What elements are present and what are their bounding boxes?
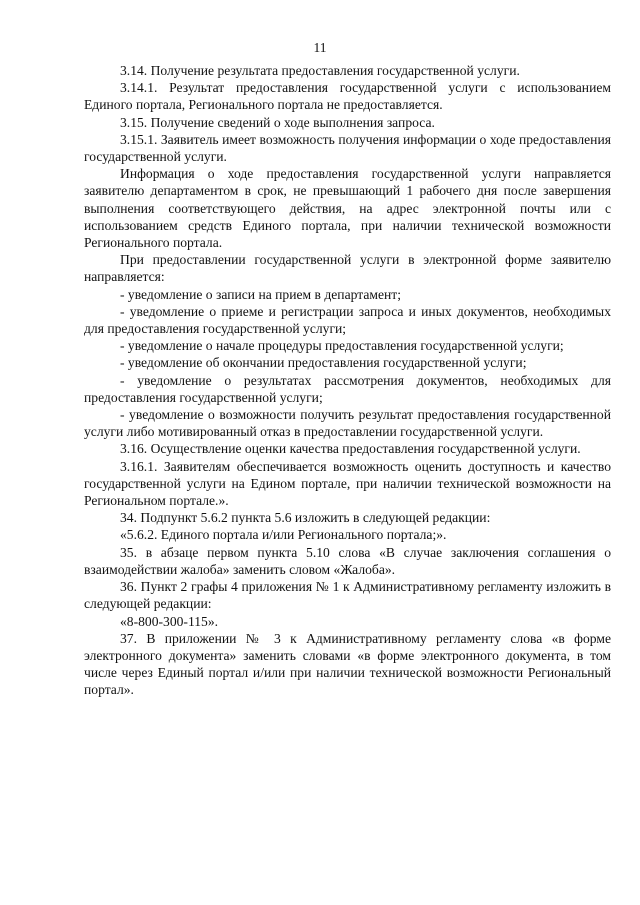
paragraph-3-15: 3.15. Получение сведений о ходе выполнения запроса. xyxy=(120,114,435,130)
paragraph-5-6-2-quote: «5.6.2. Единого портала и/или Регионального портала;». xyxy=(120,527,447,543)
paragraph-3-14-1: 3.14.1. Результат предоставления государственной услуги с использованием Единого портала, Регионального портала не предоставляется. xyxy=(84,80,611,113)
paragraph-3-16-1: 3.16.1. Заявителям обеспечивается возможность оценить доступность и качество государственной услуги на Едином портале, при наличии технической возможности на Региональном портале.». xyxy=(84,458,611,509)
paragraph-36: 36. Пункт 2 графы 4 приложения № 1 к Административному регламенту изложить в следующей редакции: xyxy=(84,579,611,612)
list-item-notification: - уведомление о возможности получить результат предоставления государственной услуги либо мотивированный отказ в предоставлении государственной услуги. xyxy=(84,407,611,440)
document-body xyxy=(84,62,611,699)
list-item-notification: - уведомление об окончании предоставления государственной услуги; xyxy=(120,355,527,371)
paragraph-37: 37. В приложении № 3 к Административному регламенту слова «в форме электронного документа» заменить словами «в форме электронного документа, в том числе через Единый портал и/или при наличии технической возможности Региональный портал». xyxy=(84,630,611,698)
paragraph-3-14: 3.14. Получение результата предоставления государственной услуги. xyxy=(120,63,520,78)
list-item-notification: - уведомление о приеме и регистрации запроса и иных документов, необходимых для предоставления государственной услуги; xyxy=(84,303,611,337)
paragraph-3-16: 3.16. Осуществление оценки качества предоставления государственной услуги. xyxy=(120,441,581,457)
paragraph-34: 34. Подпункт 5.6.2 пункта 5.6 изложить в следующей редакции: xyxy=(120,510,491,526)
list-item-notification: - уведомление о записи на прием в департамент; xyxy=(120,286,401,302)
paragraph-3-15-1: 3.15.1. Заявитель имеет возможность получения информации о ходе предоставления государственной услуги. xyxy=(84,131,611,165)
list-item-notification: - уведомление о начале процедуры предоставления государственной услуги; xyxy=(120,338,564,354)
paragraph-phone-quote: «8-800-300-115». xyxy=(120,613,219,629)
paragraph-notifications-intro: При предоставлении государственной услуги в электронной форме заявителю направляется: xyxy=(84,252,611,285)
paragraph-35: 35. в абзаце первом пункта 5.10 слова «В случае заключения соглашения о взаимодействии жалоба» заменить словом «Жалоба». xyxy=(84,544,611,577)
page-number: 11 xyxy=(313,40,327,55)
paragraph-progress-info: Информация о ходе предоставления государственной услуги направляется заявителю департаментом в срок, не превышающий 1 рабочего дня после завершения выполнения соответствующего действия, на адрес электронной почты или с использованием средств Единого портала, при наличии технической возможности Регионального портала. xyxy=(84,166,611,251)
list-item-notification: - уведомление о результатах рассмотрения документов, необходимых для предоставления государственной услуги; xyxy=(84,372,611,405)
